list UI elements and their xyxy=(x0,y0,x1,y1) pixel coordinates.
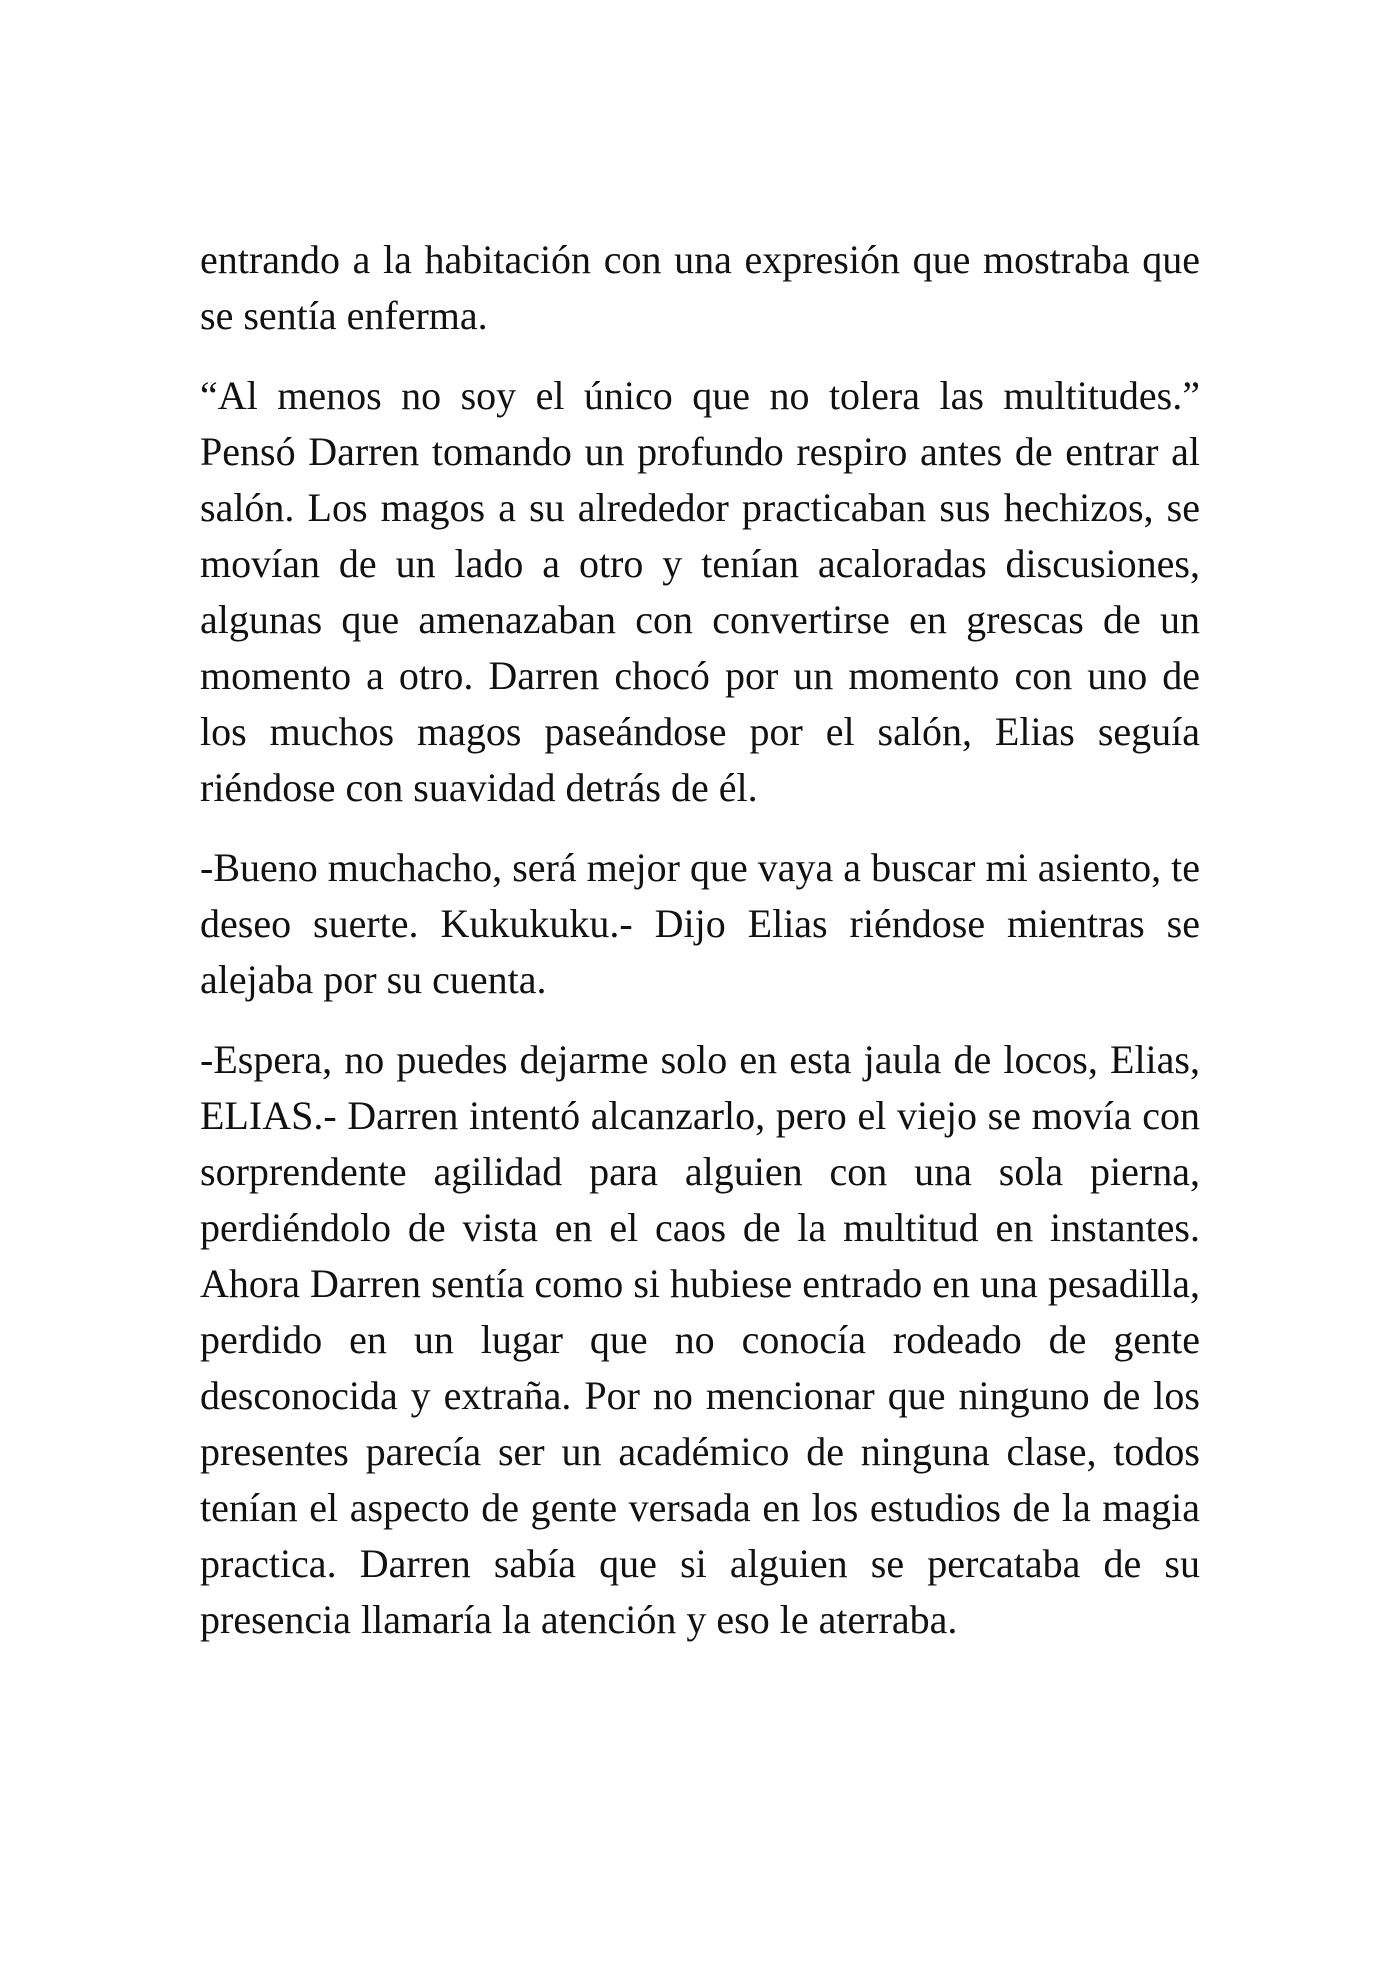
paragraph-1: entrando a la habitación con una expresión que mostraba que se sentía enferma. xyxy=(200,237,1200,338)
paragraph-3: -Bueno muchacho, será mejor que vaya a buscar mi asiento, te deseo suerte. Kukukuku.- Dijo Elias riéndose mientras se alejaba por su cuenta. xyxy=(200,845,1200,1002)
body-text xyxy=(200,232,1200,1672)
paragraph-2: “Al menos no soy el único que no tolera las multitudes.” Pensó Darren tomando un profundo respiro antes de entrar al salón. Los magos a su alrededor practicaban sus hechizos, se movían de un lado a otro y tenían acaloradas discusiones, algunas que amenazaban con convertirse en grescas de un momento a otro. Darren chocó por un momento con uno de los muchos magos paseándose por el salón, Elias seguía riéndose con suavidad detrás de él. xyxy=(200,373,1200,810)
paragraph-4: -Espera, no puedes dejarme solo en esta jaula de locos, Elias, ELIAS.- Darren intentó alcanzarlo, pero el viejo se movía con sorprendente agilidad para alguien con una sola pierna, perdiéndolo de vista en el caos de la multitud en instantes. Ahora Darren sentía como si hubiese entrado en una pesadilla, perdido en un lugar que no conocía rodeado de gente desconocida y extraña. Por no mencionar que ninguno de los presentes parecía ser un académico de ninguna clase, todos tenían el aspecto de gente versada en los estudios de la magia practica. Darren sabía que si alguien se percataba de su presencia llamaría la atención y eso le aterraba. xyxy=(200,1037,1200,1642)
